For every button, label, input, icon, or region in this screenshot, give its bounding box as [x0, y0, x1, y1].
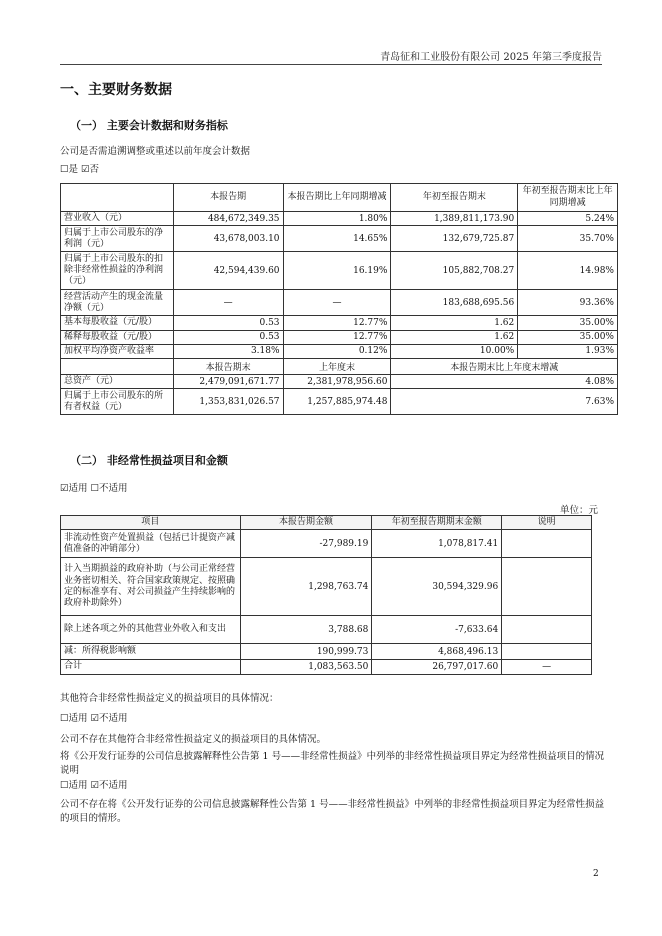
table-cell: — [502, 660, 592, 674]
table-cell: — [283, 290, 391, 316]
table-cell: 总资产（元） [61, 375, 174, 389]
table-row [61, 558, 592, 616]
restatement-question: 公司是否需追溯调整或重述以前年度会计数据 [60, 146, 251, 157]
table-cell: 2,381,978,956.60 [283, 375, 391, 389]
table-row [61, 226, 618, 252]
table-cell: 0.53 [173, 316, 283, 330]
table-cell: 93.36% [518, 290, 618, 316]
reclassification-note: 将《公开发行证券的公司信息披露解释性公告第 1 号——非经常性损益》中列举的非经常性损益项目界定为经常性损益项目的情况说明 [60, 751, 605, 777]
table-cell: 3.18% [173, 344, 283, 358]
table-cell: 2,479,091,671.77 [173, 375, 283, 389]
table-row [61, 212, 618, 226]
table-row [61, 344, 618, 358]
table-subheader-row [61, 359, 618, 375]
table-cell: 35.70% [518, 226, 618, 252]
table-cell: 归属于上市公司股东的净利润（元） [61, 226, 174, 252]
table-cell [502, 530, 592, 558]
header-divider [60, 64, 602, 65]
table-cell: 减：所得税影响额 [61, 644, 241, 660]
table-cell: 0.12% [283, 344, 391, 358]
table-cell: 经营活动产生的现金流量净额（元） [61, 290, 174, 316]
table-row [61, 252, 618, 290]
non-recurring-items-table [60, 515, 592, 675]
table-cell: 1.80% [283, 212, 391, 226]
table-cell: 合计 [61, 660, 241, 674]
table-cell: -7,633.64 [372, 616, 502, 644]
table-row [61, 375, 618, 389]
report-header-title: 青岛征和工业股份有限公司 2025 年第三季度报告 [380, 52, 602, 63]
table-cell: 35.00% [518, 330, 618, 344]
table-row [61, 330, 618, 344]
other-items-note: 其他符合非经常性损益定义的损益项目的具体情况： [60, 693, 279, 704]
table-cell: 16.19% [283, 252, 391, 290]
table-cell: 190,999.73 [240, 644, 372, 660]
table1-subheader-change: 本报告期末比上年度末增减 [391, 359, 618, 375]
table1-subheader-blank [61, 359, 174, 375]
table-cell: 1,353,831,026.57 [173, 389, 283, 415]
subsection-title-key-accounting-data: （一） 主要会计数据和财务指标 [70, 119, 228, 132]
table-cell: 7.63% [391, 389, 618, 415]
subsection-title-non-recurring: （二） 非经常性损益项目和金额 [70, 454, 228, 467]
table-row [61, 616, 592, 644]
table-cell: 12.77% [283, 316, 391, 330]
table-cell: 归属于上市公司股东的所有者权益（元） [61, 389, 174, 415]
table-cell: 加权平均净资产收益率 [61, 344, 174, 358]
table-cell: 营业收入（元） [61, 212, 174, 226]
table-cell: 除上述各项之外的其他营业外收入和支出 [61, 616, 241, 644]
table-cell: 1.62 [391, 330, 518, 344]
table-cell: 42,594,439.60 [173, 252, 283, 290]
table1-header-current-period: 本报告期 [173, 184, 283, 212]
table-cell: 5.24% [518, 212, 618, 226]
table-cell: 1.62 [391, 316, 518, 330]
table1-header-ytd: 年初至报告期末 [391, 184, 518, 212]
table-cell: 归属于上市公司股东的扣除非经常性损益的净利润（元） [61, 252, 174, 290]
table-cell: 计入当期损益的政府补助（与公司正常经营业务密切相关、符合国家政策规定、按照确定的标准享有、对公司损益产生持续影响的政府补助除外） [61, 558, 241, 616]
table-cell: 1,078,817.41 [372, 530, 502, 558]
table-cell: 26,797,017.60 [372, 660, 502, 674]
non-recurring-applicable: ☑适用 ☐不适用 [60, 483, 128, 494]
unit-label: 单位：元 [560, 505, 599, 516]
table-row [61, 316, 618, 330]
table1-subheader-prior-year-end: 上年度末 [283, 359, 391, 375]
table-cell: 14.65% [283, 226, 391, 252]
table-cell: 1,298,763.74 [240, 558, 372, 616]
table-cell: 非流动性资产处置损益（包括已计提资产减值准备的冲销部分） [61, 530, 241, 558]
table-cell: 10.00% [391, 344, 518, 358]
table-cell: 3,788.68 [240, 616, 372, 644]
table-cell: 1.93% [518, 344, 618, 358]
page-number: 2 [593, 869, 599, 879]
table1-header-ytd-yoy-change: 年初至报告期末比上年同期增减 [518, 184, 618, 212]
other-items-statement: 公司不存在其他符合非经常性损益定义的损益项目的具体情况。 [60, 734, 327, 745]
table-row [61, 660, 592, 674]
table-cell: 1,083,563.50 [240, 660, 372, 674]
table2-header-current-amount: 本报告期金额 [240, 516, 372, 530]
table-cell [502, 644, 592, 660]
table-cell: 14.98% [518, 252, 618, 290]
table-cell: 1,389,811,173.90 [391, 212, 518, 226]
table-cell: — [173, 290, 283, 316]
reclassification-applicable: ☐适用 ☑不适用 [60, 780, 128, 791]
reclassification-statement: 公司不存在将《公开发行证券的公司信息披露解释性公告第 1 号——非经常性损益》中列举的非经常性损益项目界定为经常性损益的项目的情形。 [60, 799, 605, 825]
table2-header-ytd-amount: 年初至报告期期末金额 [372, 516, 502, 530]
other-items-applicable: ☐适用 ☑不适用 [60, 713, 128, 724]
table-cell: 4,868,496.13 [372, 644, 502, 660]
table-cell: 30,594,329.96 [372, 558, 502, 616]
table-cell: 4.08% [391, 375, 618, 389]
table-cell: 1,257,885,974.48 [283, 389, 391, 415]
table-cell [502, 616, 592, 644]
table2-header-note: 说明 [502, 516, 592, 530]
table-cell: 183,688,695.56 [391, 290, 518, 316]
table-cell: 484,672,349.35 [173, 212, 283, 226]
table-cell [502, 558, 592, 616]
key-financial-data-table [60, 183, 618, 415]
restatement-answer: ☐是 ☑否 [60, 164, 100, 175]
table1-subheader-period-end: 本报告期末 [173, 359, 283, 375]
table-cell: -27,989.19 [240, 530, 372, 558]
table-cell: 基本每股收益（元/股） [61, 316, 174, 330]
table-row [61, 290, 618, 316]
table-row [61, 644, 592, 660]
table-cell: 稀释每股收益（元/股） [61, 330, 174, 344]
table-cell: 132,679,725.87 [391, 226, 518, 252]
table-cell: 43,678,003.10 [173, 226, 283, 252]
table-cell: 0.53 [173, 330, 283, 344]
table-cell: 12.77% [283, 330, 391, 344]
table-cell: 35.00% [518, 316, 618, 330]
table-row [61, 389, 618, 415]
table-cell: 105,882,708.27 [391, 252, 518, 290]
table1-header-blank [61, 184, 174, 212]
table1-header-yoy-change: 本报告期比上年同期增减 [283, 184, 391, 212]
section-title-financial-data: 一、主要财务数据 [60, 82, 172, 98]
table2-header-item: 项目 [61, 516, 241, 530]
table-row [61, 530, 592, 558]
